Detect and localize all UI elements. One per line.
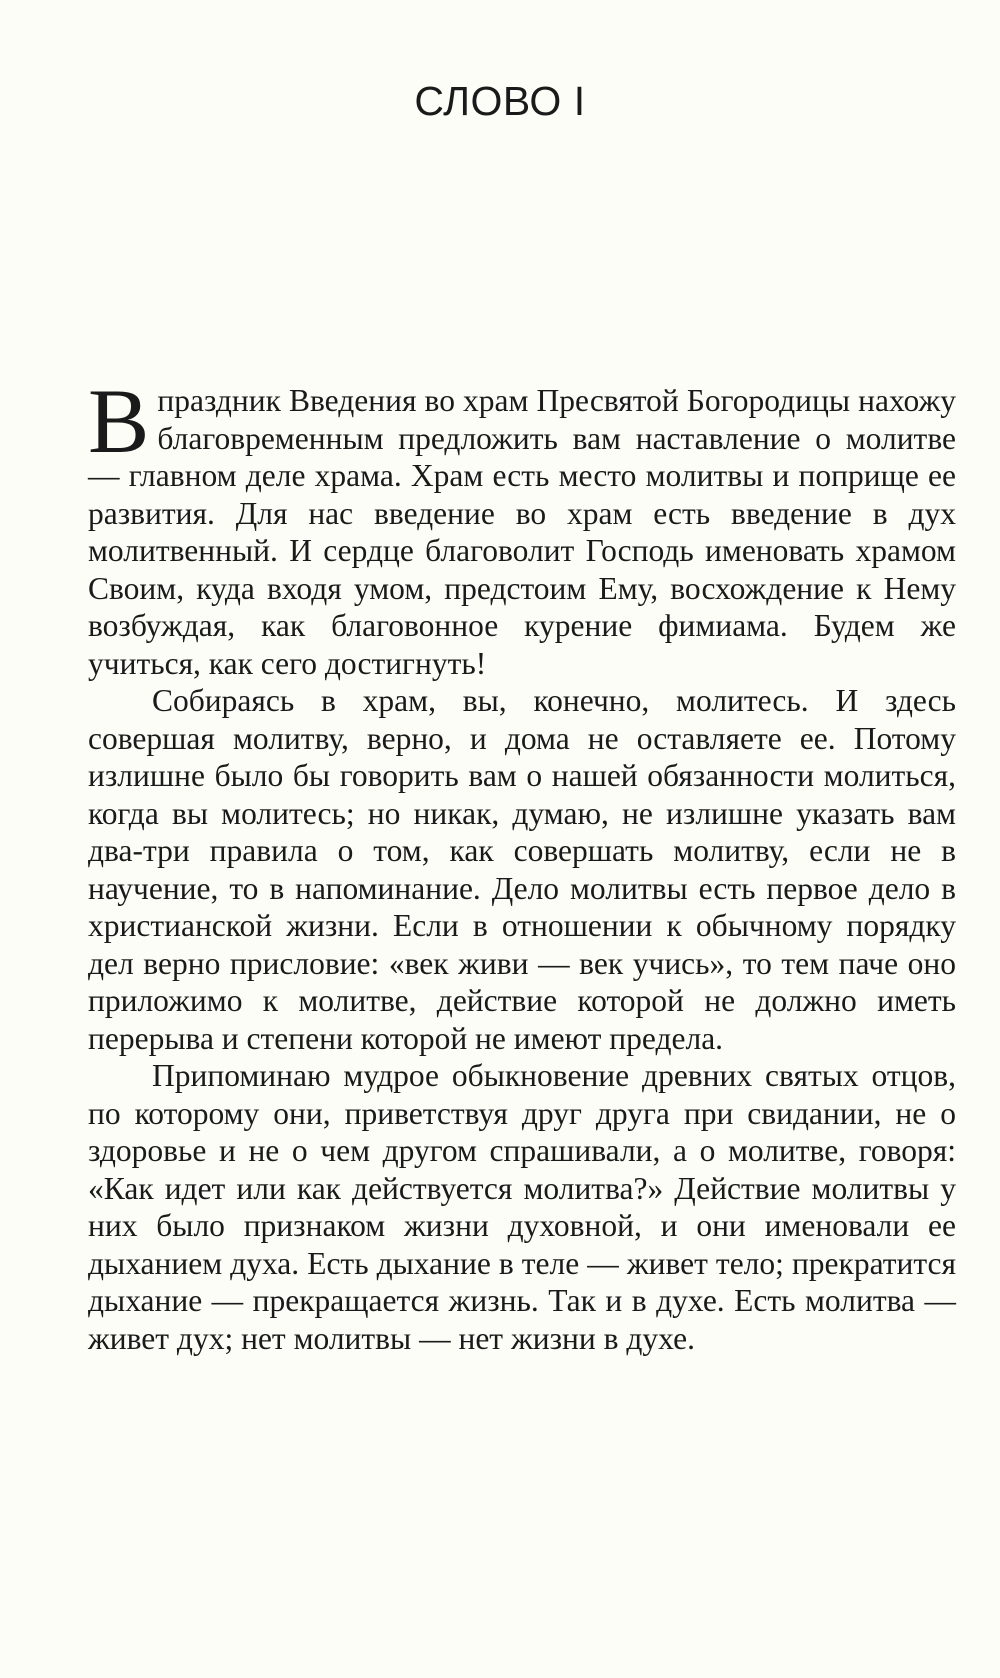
chapter-title: СЛОВО I <box>414 78 586 124</box>
paragraph-1-text: праздник Введения во храм Пресвятой Богородицы нахожу благовременным предложить вам наставление о молитве — главном деле храма. Храм есть место молитвы и поприще ее развития. Для нас введение во храм есть введение в дух молитвенный. И сердце благоволит Господь именовать храмом Своим, куда входя умом, предстоим Ему, восхождение к Нему возбуждая, как благовонное курение фимиама. Будем же учиться, как сего достигнуть! <box>88 383 956 681</box>
paragraph-3: Припоминаю мудрое обыкновение древних святых отцов, по которому они, приветствуя друг друга при свидании, не о здоровье и не о чем другом спрашивали, а о молитве, говоря: «Как идет или как действуется молитва?» Действие молитвы у них было признаком жизни духовной, и они именовали ее дыханием духа. Есть дыхание в теле — живет тело; прекратится дыхание — прекращается жизнь. Так и в духе. Есть молитва — живет дух; нет молитвы — нет жизни в духе. <box>88 1058 956 1356</box>
drop-cap: В <box>88 370 150 472</box>
body-text <box>88 370 956 1357</box>
paragraph-1 <box>88 370 956 682</box>
paragraph-2: Собираясь в храм, вы, конечно, молитесь. И здесь совершая молитву, верно, и дома не оставляете ее. Потому излишне было бы говорить вам о нашей обязанности молиться, когда вы молитесь; но никак, думаю, не излишне указать вам два-три правила о том, как совершать молитву, если не в научение, то в напоминание. Дело молитвы есть первое дело в христианской жизни. Если в отношении к обычному порядку дел верно присловие: «век живи — век учись», то тем паче оно приложимо к молитве, действие которой не должно иметь перерыва и степени которой не имеют предела. <box>88 683 956 1056</box>
